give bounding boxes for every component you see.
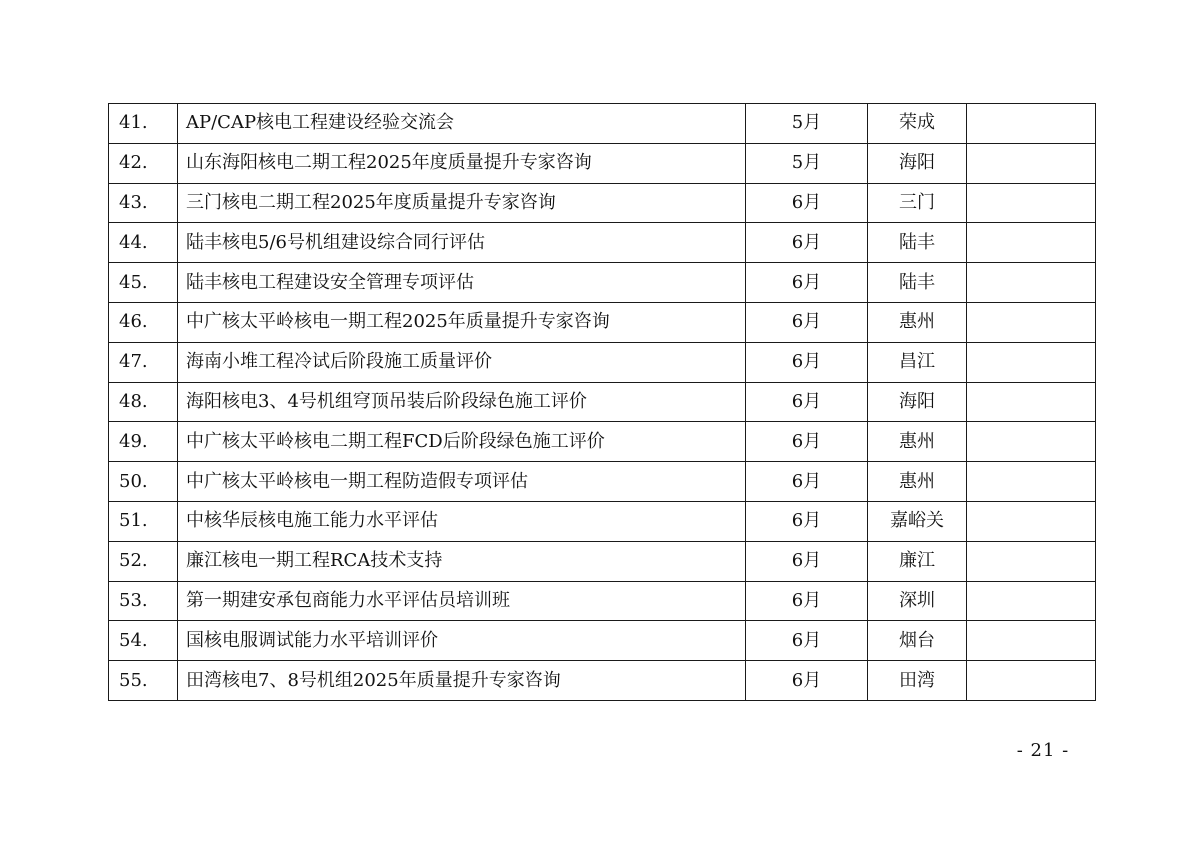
item-note [967,581,1096,621]
item-month: 6月 [746,501,868,541]
item-location: 陆丰 [868,223,967,263]
table-row [109,422,1096,462]
item-location: 昌江 [868,342,967,382]
item-location: 廉江 [868,541,967,581]
item-month: 6月 [746,541,868,581]
table-row [109,581,1096,621]
table-row [109,263,1096,303]
item-note [967,223,1096,263]
item-month: 6月 [746,342,868,382]
item-month: 6月 [746,223,868,263]
table-row [109,143,1096,183]
item-location: 惠州 [868,422,967,462]
item-location: 荣成 [868,104,967,144]
row-number: 45. [109,263,178,303]
row-number: 41. [109,104,178,144]
item-month: 6月 [746,183,868,223]
table-row [109,621,1096,661]
row-number: 48. [109,382,178,422]
table-row [109,501,1096,541]
row-number: 52. [109,541,178,581]
item-month: 6月 [746,263,868,303]
item-location: 陆丰 [868,263,967,303]
item-month: 6月 [746,661,868,701]
row-number: 43. [109,183,178,223]
item-month: 6月 [746,422,868,462]
item-note [967,183,1096,223]
item-month: 5月 [746,143,868,183]
item-location: 惠州 [868,462,967,502]
table-row [109,661,1096,701]
item-location: 海阳 [868,143,967,183]
row-number: 47. [109,342,178,382]
item-month: 6月 [746,581,868,621]
item-name: 廉江核电一期工程RCA技术支持 [178,541,746,581]
item-note [967,501,1096,541]
item-name: 山东海阳核电二期工程2025年度质量提升专家咨询 [178,143,746,183]
item-name: 三门核电二期工程2025年度质量提升专家咨询 [178,183,746,223]
item-location: 海阳 [868,382,967,422]
page-number: - 21 - [1016,740,1070,761]
item-month: 6月 [746,462,868,502]
item-note [967,342,1096,382]
item-note [967,541,1096,581]
schedule-table [108,103,1096,701]
row-number: 44. [109,223,178,263]
item-name: 中广核太平岭核电二期工程FCD后阶段绿色施工评价 [178,422,746,462]
item-name: 陆丰核电5/6号机组建设综合同行评估 [178,223,746,263]
item-location: 嘉峪关 [868,501,967,541]
item-name: 田湾核电7、8号机组2025年质量提升专家咨询 [178,661,746,701]
item-name: 中广核太平岭核电一期工程防造假专项评估 [178,462,746,502]
table-row [109,183,1096,223]
item-month: 5月 [746,104,868,144]
item-note [967,143,1096,183]
row-number: 46. [109,302,178,342]
item-note [967,104,1096,144]
item-name: 中广核太平岭核电一期工程2025年质量提升专家咨询 [178,302,746,342]
item-note [967,621,1096,661]
table-row [109,223,1096,263]
row-number: 49. [109,422,178,462]
item-location: 田湾 [868,661,967,701]
item-note [967,462,1096,502]
table-row [109,462,1096,502]
table-row [109,302,1096,342]
item-location: 烟台 [868,621,967,661]
item-note [967,263,1096,303]
item-location: 三门 [868,183,967,223]
item-name: 国核电服调试能力水平培训评价 [178,621,746,661]
row-number: 53. [109,581,178,621]
item-location: 深圳 [868,581,967,621]
item-note [967,661,1096,701]
item-note [967,422,1096,462]
table-row [109,541,1096,581]
row-number: 54. [109,621,178,661]
item-month: 6月 [746,382,868,422]
item-name: 海南小堆工程冷试后阶段施工质量评价 [178,342,746,382]
item-month: 6月 [746,621,868,661]
table-row [109,104,1096,144]
row-number: 42. [109,143,178,183]
item-name: 陆丰核电工程建设安全管理专项评估 [178,263,746,303]
row-number: 51. [109,501,178,541]
row-number: 55. [109,661,178,701]
item-location: 惠州 [868,302,967,342]
item-name: 中核华辰核电施工能力水平评估 [178,501,746,541]
table-body [109,104,1096,701]
item-name: 第一期建安承包商能力水平评估员培训班 [178,581,746,621]
row-number: 50. [109,462,178,502]
item-name: 海阳核电3、4号机组穹顶吊装后阶段绿色施工评价 [178,382,746,422]
item-note [967,382,1096,422]
table-row [109,342,1096,382]
table-row [109,382,1096,422]
item-name: AP/CAP核电工程建设经验交流会 [178,104,746,144]
item-month: 6月 [746,302,868,342]
item-note [967,302,1096,342]
